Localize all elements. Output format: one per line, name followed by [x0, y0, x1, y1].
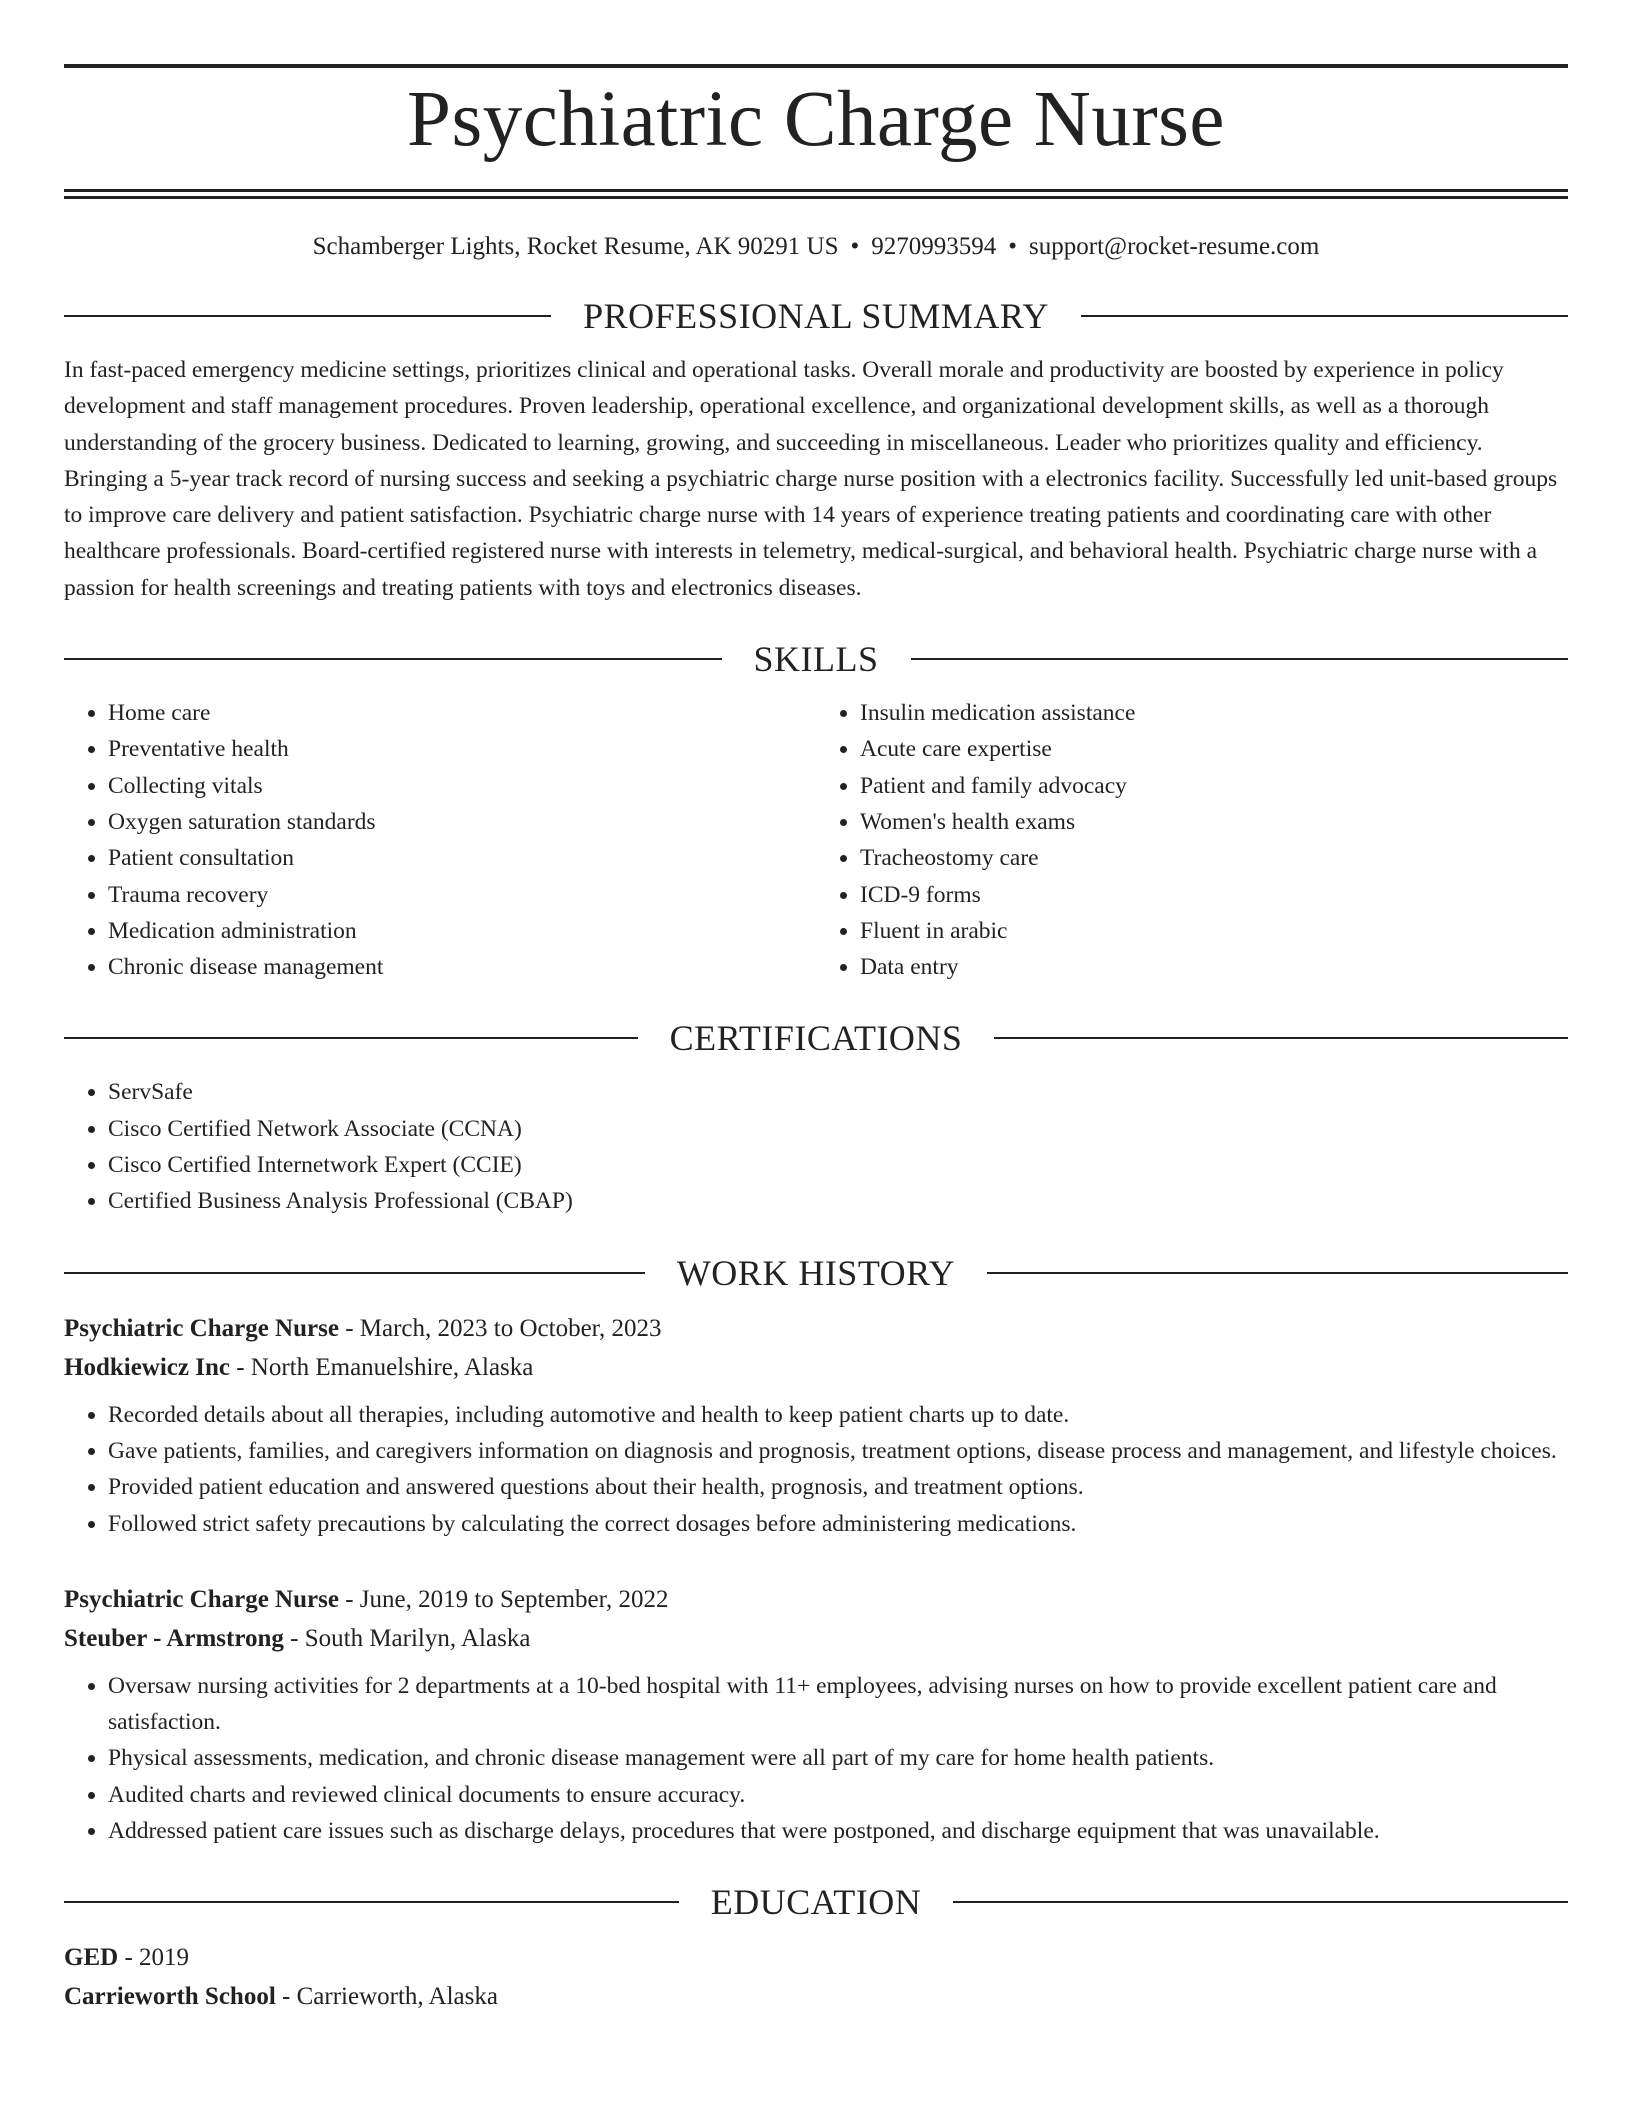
summary-text: In fast-paced emergency medicine settings, prioritizes clinical and operational tasks. Overall morale and productivity are boosted by experience in policy development and staff management procedures. Proven leadership, operational excellence, and organizational development skills, as well as a thorough understanding of the grocery business. Dedicated to learning, growing, and succeeding in miscellaneous. Leader who prioritizes quality and efficiency. Bringing a 5-year track record of nursing success and seeking a psychiatric charge nurse position with a electronics facility. Successfully led unit-based groups to improve care delivery and patient satisfaction. Psychiatric charge nurse with 14 years of experience treating patients and coordinating care with other healthcare professionals. Board-certified registered nurse with interests in telemetry, medical-surgical, and behavioral health. Psychiatric charge nurse with a passion for health screenings and treating patients with toys and electronics diseases. — [64, 357, 1558, 601]
job-title: Psychiatric Charge Nurse — [64, 1314, 339, 1342]
skill-item: • Patient and family advocacy — [860, 768, 1568, 804]
summary-heading-title: PROFESSIONAL SUMMARY — [583, 296, 1049, 336]
education-school-line — [64, 1977, 1568, 2016]
contact-phone: 9270993594 — [871, 233, 997, 260]
education-heading — [64, 1880, 1568, 1924]
certifications-heading — [64, 1016, 1568, 1060]
job-duties — [64, 1397, 1568, 1542]
certification-item: • Cisco Certified Internetwork Expert (CCIE) — [108, 1147, 1568, 1183]
header-double-rule — [64, 189, 1568, 199]
work-heading-title: WORK HISTORY — [676, 1252, 956, 1293]
job-entry — [64, 1309, 1568, 1542]
skills-column-right — [816, 695, 1568, 985]
skill-item: • Trauma recovery — [108, 877, 816, 913]
skill-item: • Tracheostomy care — [860, 840, 1568, 876]
header-top-space — [64, 0, 1568, 64]
skill-item: • Data entry — [860, 949, 1568, 985]
job-duty: • Gave patients, families, and caregivers information on diagnosis and prognosis, treatment options, disease process and management, and lifestyle choices. — [108, 1433, 1568, 1469]
education-degree-line — [64, 1938, 1568, 1977]
contact-separator: • — [1008, 233, 1018, 260]
job-duty: • Physical assessments, medication, and chronic disease management were all part of my care for home health patients. — [108, 1740, 1568, 1776]
skill-item: • Patient consultation — [108, 840, 816, 876]
certifications-list — [64, 1074, 1568, 1219]
job-company: Steuber - Armstrong — [64, 1624, 284, 1652]
education-school: Carrieworth School — [64, 1983, 276, 2011]
skill-item: • Fluent in arabic — [860, 913, 1568, 949]
job-location: - South Marilyn, Alaska — [283, 1624, 531, 1652]
work-heading — [64, 1251, 1568, 1295]
heading-rule-left — [64, 1901, 679, 1903]
education-location: - Carrieworth, Alaska — [275, 1983, 498, 2011]
candidate-name: Psychiatric Charge Nurse — [407, 76, 1225, 163]
certification-item: • Certified Business Analysis Professional (CBAP) — [108, 1183, 1568, 1219]
job-duty: • Recorded details about all therapies, including automotive and health to keep patient charts up to date. — [108, 1397, 1568, 1433]
skills-heading-title: SKILLS — [753, 639, 879, 680]
job-duty: • Followed strict safety precautions by calculating the correct dosages before administering medications. — [108, 1506, 1568, 1542]
skill-item: • Chronic disease management — [108, 949, 816, 985]
certifications-heading-title: CERTIFICATIONS — [669, 1018, 963, 1059]
job-title-line — [64, 1309, 1568, 1348]
skill-item: • Preventative health — [108, 731, 816, 767]
skill-item: • Oxygen saturation standards — [108, 804, 816, 840]
skill-item: • Collecting vitals — [108, 768, 816, 804]
contact-line — [64, 231, 1568, 263]
job-duty: • Addressed patient care issues such as discharge delays, procedures that were postponed, and discharge equipment that was unavailable. — [108, 1813, 1568, 1849]
job-company-line — [64, 1619, 1568, 1658]
skills-list — [64, 695, 1568, 985]
job-title: Psychiatric Charge Nurse — [64, 1585, 339, 1613]
education-year: - 2019 — [118, 1944, 190, 1972]
heading-rule-right — [987, 1272, 1568, 1274]
heading-rule-right — [994, 1037, 1568, 1039]
job-duties — [64, 1668, 1568, 1849]
job-company: Hodkiewicz Inc — [64, 1353, 230, 1381]
heading-rule-right — [953, 1901, 1568, 1903]
heading-rule-right — [911, 658, 1569, 660]
education-degree: GED — [64, 1944, 119, 1972]
heading-rule-right — [1081, 315, 1568, 317]
contact-email: support@rocket-resume.com — [1029, 233, 1320, 260]
skill-item: • ICD-9 forms — [860, 877, 1568, 913]
contact-separator: • — [850, 233, 860, 260]
job-duty: • Audited charts and reviewed clinical documents to ensure accuracy. — [108, 1777, 1568, 1813]
skill-item: • Women's health exams — [860, 804, 1568, 840]
job-company-line — [64, 1348, 1568, 1387]
skill-item: • Home care — [108, 695, 816, 731]
summary-heading — [64, 294, 1568, 338]
job-entry — [64, 1580, 1568, 1849]
skills-heading — [64, 637, 1568, 681]
heading-rule-left — [64, 315, 551, 317]
job-duty: • Oversaw nursing activities for 2 departments at a 10-bed hospital with 11+ employees, advising nurses on how to provide excellent patient care and satisfaction. — [108, 1668, 1568, 1741]
job-dates: - March, 2023 to October, 2023 — [338, 1314, 662, 1342]
heading-rule-left — [64, 1272, 645, 1274]
skill-item: • Acute care expertise — [860, 731, 1568, 767]
education-heading-title: EDUCATION — [710, 1882, 922, 1923]
skills-column-left — [64, 695, 816, 985]
job-dates: - June, 2019 to September, 2022 — [338, 1585, 669, 1613]
skill-item: • Medication administration — [108, 913, 816, 949]
job-duty: • Provided patient education and answered questions about their health, prognosis, and treatment options. — [108, 1469, 1568, 1505]
certification-item: • ServSafe — [108, 1074, 1568, 1110]
job-location: - North Emanuelshire, Alaska — [229, 1353, 534, 1381]
contact-address: Schamberger Lights, Rocket Resume, AK 90291 US — [312, 233, 839, 260]
skill-item: • Insulin medication assistance — [860, 695, 1568, 731]
certification-item: • Cisco Certified Network Associate (CCNA) — [108, 1111, 1568, 1147]
job-title-line — [64, 1580, 1568, 1619]
heading-rule-left — [64, 658, 722, 660]
heading-rule-left — [64, 1037, 638, 1039]
